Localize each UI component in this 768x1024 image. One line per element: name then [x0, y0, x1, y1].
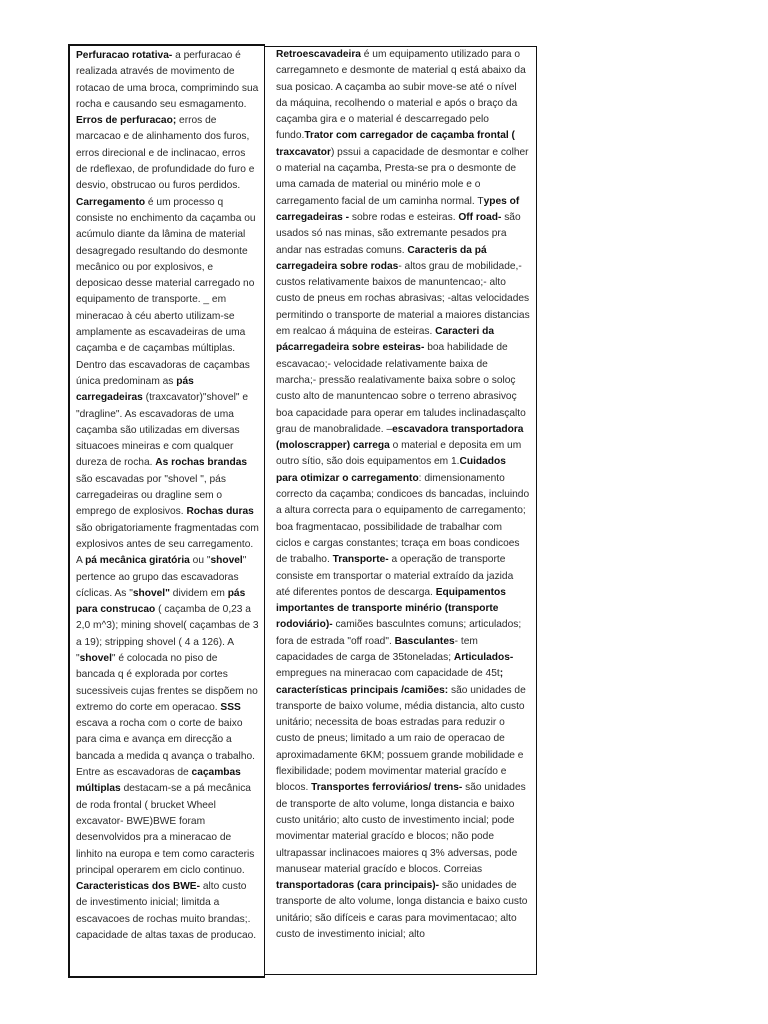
body-text: empregues na mineracao com capacidade de 45t — [276, 668, 500, 680]
body-text: são unidades de transporte de alto volume, longa distancia e baixo custo unitário; são difíceis e caras para movimentacao; alto custo de investimento inicial; alto — [276, 880, 528, 941]
bold-term: escavadora transportadora (moloscrapper) carrega — [276, 423, 524, 452]
bold-term: Transportes ferroviários/ trens- — [311, 782, 463, 794]
bold-term: Trator com carregador de caçamba frontal ( traxcavator — [276, 130, 515, 158]
body-text: : dimensionamento correcto da caçamba; condicoes ds bancadas, incluindo a altura correcta para o equipamento de carregamento; boa fragmentacao, possibilidade de trabalhar com ciclos e cargas constantes; tcraça em boas condicoes de trabalho. — [276, 472, 530, 566]
bold-term: Erros de perfuracao; — [76, 115, 177, 127]
left-column — [68, 44, 265, 978]
body-text: ) pssui a capacidade de desmontar e colher o material na caçamba, Presta-se pra o desmonte de uma camada de material ou minério mole e o carregamento facial de um caminha normal. T — [276, 146, 529, 207]
body-text: a operação de transporte consiste em transportar o material extraído da jazida até diferentes pontos de descarga. — [276, 554, 514, 598]
body-text: erros de marcacao e de alinhamento dos furos, erros direcional e de inclinacao, erros de rdeflexao, de profundidade do furo e desvio, obstrucao ou furos perdidos. — [76, 115, 255, 192]
bold-term: pás para construcao — [76, 587, 246, 616]
bold-term: caçambas múltiplas — [76, 767, 241, 795]
bold-term: ; características principais /camiões: — [276, 668, 504, 696]
bold-term: shovel — [79, 652, 112, 664]
right-column — [264, 46, 537, 975]
bold-term: Basculantes — [394, 635, 455, 647]
body-text: " é colocada no piso de bancada q é explorada por cortes sucessiveis cujas frentes se dispõem no extremo do corte em operacao. — [76, 652, 258, 713]
body-text: alto custo de investimento inicial; limitda a escavacoes de rochas muito brandas;. capacidade de altas taxas de producao. — [76, 881, 257, 942]
right-column-text — [276, 47, 530, 943]
body-text: (traxcavator)"shovel" e "dragline". As escavadoras de uma caçamba são utilizadas em diversas situacoes mineiras e com qualquer dureza de rocha. — [76, 392, 249, 469]
bold-term: Caracteri da pácarregadeira sobre esteiras- — [276, 326, 495, 354]
body-text: são usados só nas minas, são extremante pesados pra andar nas estradas comuns. — [276, 211, 521, 256]
body-text: destacam-se a pá mecânica de roda frontal ( brucket Wheel excavator- BWE)BWE foram desenvolvidos pra a mineracao de linhito na europa e tem como caracteris principal operarem em ciclo continuo. — [76, 783, 255, 876]
body-text: ou " — [189, 555, 211, 567]
bold-term: As rochas brandas — [155, 457, 248, 469]
body-text: o material e deposita em um outro sítio, são dois equipamentos em 1. — [276, 440, 522, 468]
bold-term: Carregamento — [76, 196, 146, 208]
bold-term: Perfuracao rotativa- — [76, 50, 173, 61]
left-column-text — [76, 48, 259, 944]
body-text: dividem em — [169, 587, 228, 599]
body-text: é um processo q consiste no enchimento da caçamba ou acúmulo diante da lâmina de material desagregado resultando do desmonte mecânico ou por explosivos, e deposicao desse material carregado no equipamento de transporte. _ em mineracao à céu aberto utilizam-se amplamente as escavadeiras de uma caçamba e de caçambas múltiplas. Dentro das escavadoras de caçambas única predominam as — [76, 196, 256, 387]
bold-term: Cuidados para otimizar o carregamento — [276, 456, 506, 484]
body-text: são obrigatoriamente fragmentadas com explosivos antes de seu carregamento. A — [76, 522, 259, 567]
body-text: são escavadas por "shovel ", pás carregadeiras ou dragline sem o emprego de explosivos. — [76, 473, 226, 518]
bold-term: Rochas duras — [186, 506, 254, 518]
body-text: são unidades de transporte de alto volume, longa distancia e baixo custo unitário; alto custo de investimento incial; pode movimentar material gracído e blocos; não pode ultrapassar inclinacoes maiores q 3% adversas, pode manusear material gracído e blocos. Correias — [276, 782, 526, 875]
bold-term: Retroescavadeira — [276, 49, 361, 60]
body-text: - altos grau de mobilidade,- custos relativamente baixos de manuntencao;- alto custo de pneus em rochas abrasivas; -altas velocidades permitindo o transporte de material a maiores distancias em realcao á máquina de esteiras. — [276, 260, 530, 338]
body-text: sobre rodas e esteiras. — [349, 211, 459, 223]
bold-term: pás carregadeiras — [76, 375, 194, 404]
body-text: são unidades de transporte de baixo volume, média distancia, alto custo unitário; necessita de boas estradas para reduzir o custo de pneus; limitado a um raio de operacao de aproximadamente 6KM; possuem grande mobilidade e flexibilidade; podem movimentar material gracído e blocos. — [276, 684, 526, 794]
bold-term: Caracteristicas dos BWE- — [76, 881, 200, 893]
body-text: camiões basculntes comuns; articulados; fora de estrada "off road". — [276, 619, 522, 647]
body-text: boa habilidade de escavacao;- velocidade relativamente baixa de marcha;- pressão realativamente baixa sobre o soloç custo alto de manuntencao sobre o terreno abrasivoç boa capacidade para operar em taludes inclinadasçalto grau de manobralidade. – — [276, 342, 526, 435]
bold-term: shovel" — [132, 587, 170, 599]
bold-term: shovel — [210, 555, 243, 567]
body-text: ( caçamba de 0,23 a 2,0 m^3); mining shovel( caçambas de 3 a 19); stripping shovel ( 4 a 126). A " — [76, 604, 259, 664]
bold-term: ypes of carregadeiras - — [276, 195, 520, 223]
bold-term: Equipamentos importantes de transporte minério (transporte rodoviário)- — [276, 586, 506, 631]
body-text: " pertence ao grupo das escavadoras cíclicas. As " — [76, 555, 247, 599]
bold-term: transportadoras (cara principais)- — [276, 880, 440, 892]
body-text: é um equipamento utilizado para o carregamneto e desmonte de material q está abaixo da sua posicao. A caçamba ao subir move-se até o nível da máquina, recolhendo o material e após o braço da caçamba gira e o material é descarregado pelo fundo. — [276, 49, 526, 142]
bold-term: Articulados- — [453, 651, 514, 663]
bold-term: Off road- — [458, 211, 502, 223]
bold-term: pá mecânica giratória — [85, 555, 190, 567]
body-text: escava a rocha com o corte de baixo para cima e avança em direcção a bancada a medida q avança o trabalho. Entre as escavadoras de — [76, 718, 255, 779]
bold-term: Transporte- — [332, 554, 389, 566]
bold-term: Caracteris da pá carregadeira sobre rodas — [276, 244, 487, 272]
body-text: - tem capacidades de carga de 35toneladas; — [276, 635, 478, 663]
body-text: a perfuracao é realizada através de movimento de rotacao de uma broca, comprimindo sua rocha e causando seu esmagamento. — [76, 50, 259, 110]
bold-term: SSS — [220, 701, 241, 713]
